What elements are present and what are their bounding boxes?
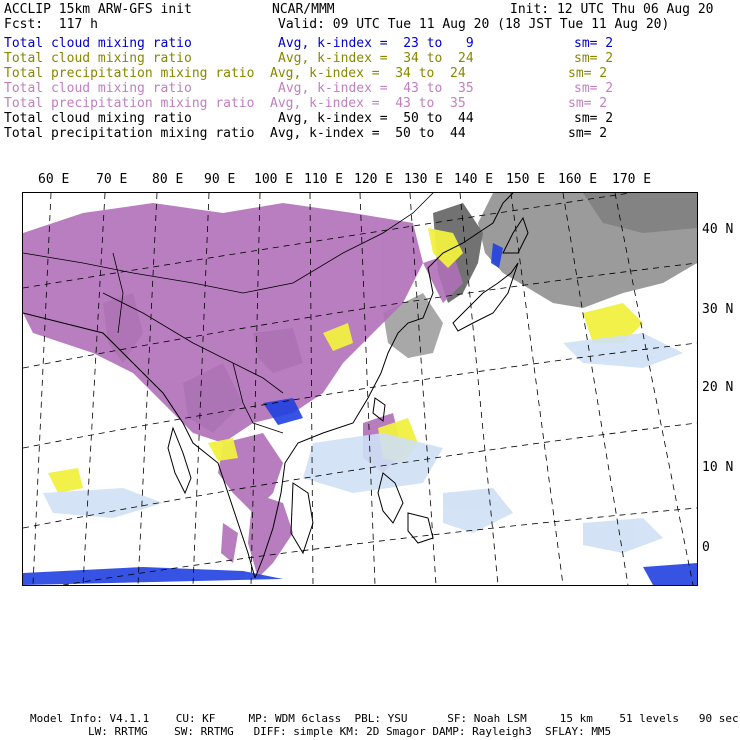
field-name-6: Total cloud mixing ratio bbox=[4, 111, 192, 126]
lat-label-30n: 30 N bbox=[702, 302, 734, 317]
field-avg-6: Avg, k-index = 50 to 44 bbox=[278, 111, 474, 126]
field-name-7: Total precipitation mixing ratio bbox=[4, 126, 255, 141]
mid-cloud-field bbox=[23, 203, 463, 578]
lon-label-160e: 160 E bbox=[558, 172, 598, 187]
lon-label-80e: 80 E bbox=[152, 172, 184, 187]
init-time: Init: 12 UTC Thu 06 Aug 20 bbox=[510, 2, 714, 17]
field-name-3: Total precipitation mixing ratio bbox=[4, 66, 255, 81]
field-sm-1: sm= 2 bbox=[574, 36, 614, 51]
map-svg bbox=[23, 193, 697, 585]
lon-label-70e: 70 E bbox=[96, 172, 128, 187]
field-sm-5: sm= 2 bbox=[568, 96, 608, 111]
lat-label-20n: 20 N bbox=[702, 380, 734, 395]
lon-label-90e: 90 E bbox=[204, 172, 236, 187]
field-avg-3: Avg, k-index = 34 to 24 bbox=[270, 66, 466, 81]
organization-label: NCAR/MMM bbox=[272, 2, 335, 17]
field-avg-2: Avg, k-index = 34 to 24 bbox=[278, 51, 474, 66]
lon-label-140e: 140 E bbox=[454, 172, 494, 187]
field-name-5: Total precipitation mixing ratio bbox=[4, 96, 255, 111]
model-info-line-2: LW: RRTMG SW: RRTMG DIFF: simple KM: 2D Smagor DAMP: Rayleigh3 SFLAY: MM5 bbox=[88, 725, 612, 738]
lon-label-150e: 150 E bbox=[506, 172, 546, 187]
field-sm-7: sm= 2 bbox=[568, 126, 608, 141]
forecast-hour: Fcst: 117 h bbox=[4, 17, 98, 32]
field-sm-2: sm= 2 bbox=[574, 51, 614, 66]
model-info-line-1: Model Info: V4.1.1 CU: KF MP: WDM 6class PBL: YSU SF: Noah LSM 15 km 51 levels 90 sec bbox=[30, 712, 739, 725]
lat-label-40n: 40 N bbox=[702, 222, 734, 237]
field-sm-6: sm= 2 bbox=[574, 111, 614, 126]
lat-label-0: 0 bbox=[702, 540, 710, 555]
map-panel[interactable] bbox=[22, 192, 698, 586]
field-avg-4: Avg, k-index = 43 to 35 bbox=[278, 81, 474, 96]
lon-label-130e: 130 E bbox=[404, 172, 444, 187]
lon-label-120e: 120 E bbox=[354, 172, 394, 187]
lon-label-100e: 100 E bbox=[254, 172, 294, 187]
lon-label-60e: 60 E bbox=[38, 172, 70, 187]
field-avg-1: Avg, k-index = 23 to 9 bbox=[278, 36, 474, 51]
valid-time: Valid: 09 UTC Tue 11 Aug 20 (18 JST Tue 11 Aug 20) bbox=[278, 17, 670, 32]
lon-label-170e: 170 E bbox=[612, 172, 652, 187]
lon-label-110e: 110 E bbox=[304, 172, 344, 187]
field-sm-3: sm= 2 bbox=[568, 66, 608, 81]
lat-label-10n: 10 N bbox=[702, 460, 734, 475]
field-sm-4: sm= 2 bbox=[574, 81, 614, 96]
field-avg-7: Avg, k-index = 50 to 44 bbox=[270, 126, 466, 141]
field-name-1: Total cloud mixing ratio bbox=[4, 36, 192, 51]
field-avg-5: Avg, k-index = 43 to 35 bbox=[270, 96, 466, 111]
map-title: ACCLIP 15km ARW-GFS init bbox=[4, 2, 192, 17]
field-name-2: Total cloud mixing ratio bbox=[4, 51, 192, 66]
field-name-4: Total cloud mixing ratio bbox=[4, 81, 192, 96]
